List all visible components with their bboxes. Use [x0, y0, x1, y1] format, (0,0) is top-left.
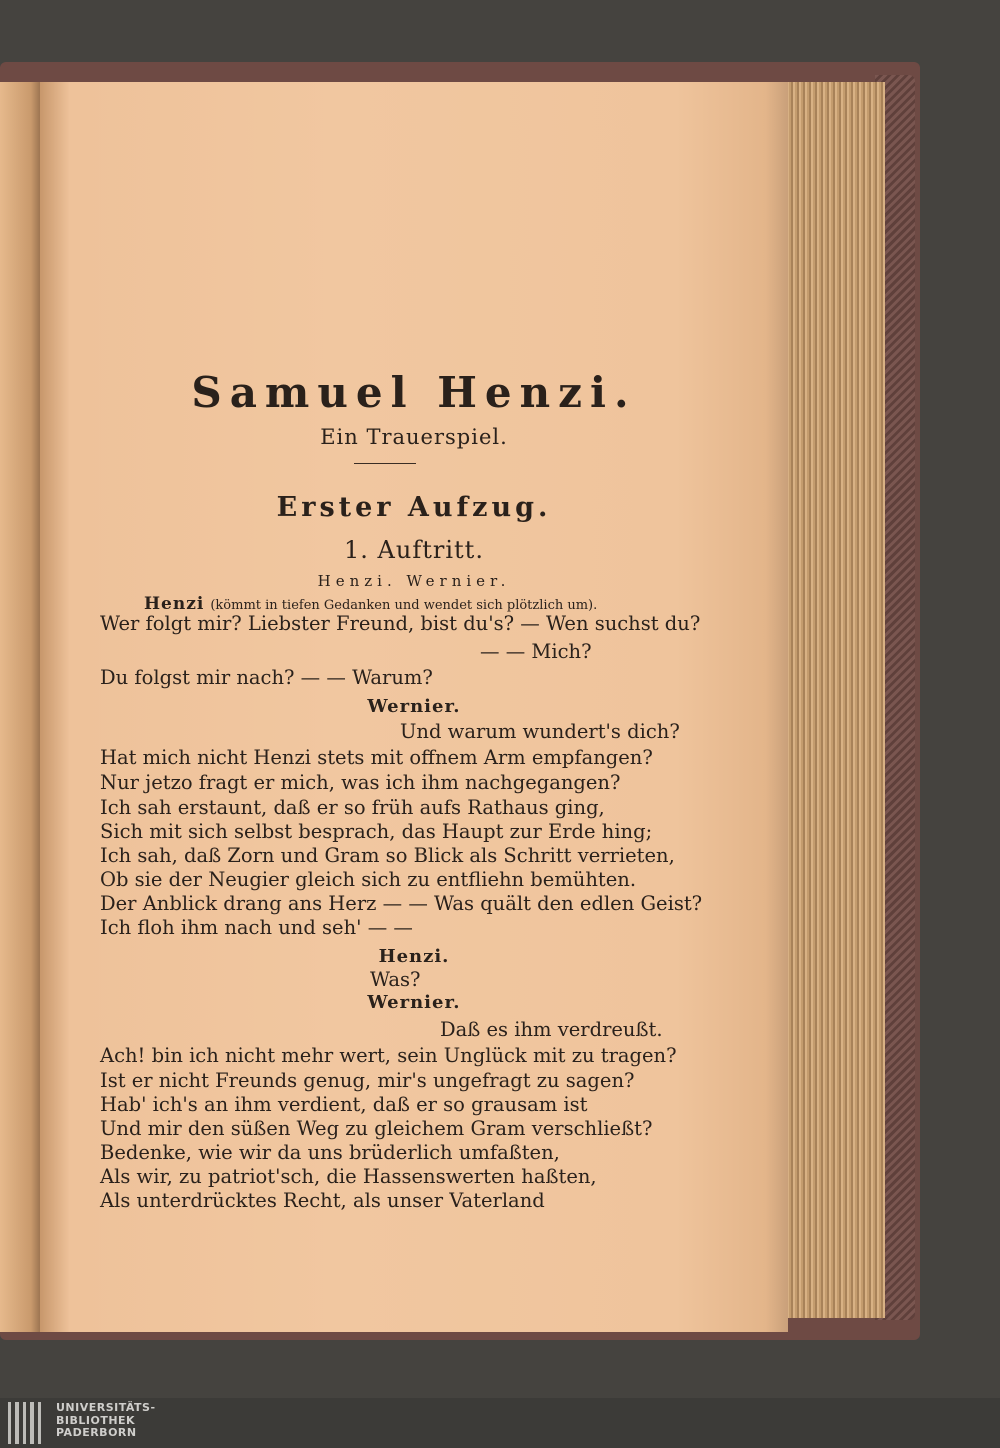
verse-line: Ich sah erstaunt, daß er so früh aufs Rathaus ging, [100, 796, 605, 819]
scene-heading: 1. Auftritt. [344, 536, 484, 564]
verse-line: Bedenke, wie wir da uns brüderlich umfaßten, [100, 1141, 560, 1164]
title-rule [354, 463, 416, 464]
stage-direction-text: (kömmt in tiefen Gedanken und wendet sich plötzlich um). [210, 598, 598, 613]
verse-line: — — Mich? [480, 640, 592, 663]
speaker-name: Wernier. [367, 696, 461, 717]
verse-line: Ich floh ihm nach und seh' — — [100, 916, 413, 939]
verse-line: Ach! bin ich nicht mehr wert, sein Unglück mit zu tragen? [100, 1044, 677, 1067]
verse-line: Was? [370, 968, 421, 991]
verse-line: Ich sah, daß Zorn und Gram so Blick als Schritt verrieten, [100, 844, 675, 867]
verse-line: Und mir den süßen Weg zu gleichem Gram verschließt? [100, 1117, 653, 1140]
verse-line: Du folgst mir nach? — — Warum? [100, 666, 433, 689]
verse-line: Wer folgt mir? Liebster Freund, bist du's? — Wen suchst du? [100, 612, 701, 635]
library-barcode-icon [6, 1402, 48, 1444]
book-page [40, 82, 788, 1332]
page-edges [783, 82, 885, 1318]
act-heading: Erster Aufzug. [276, 492, 552, 523]
verse-line: Nur jetzo fragt er mich, was ich ihm nachgegangen? [100, 771, 621, 794]
verse-line: Sich mit sich selbst besprach, das Haupt zur Erde hing; [100, 820, 653, 843]
verse-line: Ob sie der Neugier gleich sich zu entfliehn bemühten. [100, 868, 637, 891]
stage-direction [144, 594, 597, 614]
verse-line: Ist er nicht Freunds genug, mir's ungefragt zu sagen? [100, 1069, 635, 1092]
logo-line: UNIVERSITÄTS- [56, 1401, 156, 1414]
verse-line: Hat mich nicht Henzi stets mit offnem Arm empfangen? [100, 746, 653, 769]
library-footer [0, 1398, 1000, 1448]
verse-line: Der Anblick drang ans Herz — — Was quält den edlen Geist? [100, 892, 703, 915]
library-logo-text [56, 1402, 156, 1440]
left-page-edge [0, 82, 44, 1332]
speaker-name: Wernier. [367, 992, 461, 1013]
logo-line: PADERBORN [56, 1426, 137, 1439]
verse-line: Als wir, zu patriot'sch, die Hassenswerten haßten, [100, 1165, 597, 1188]
speaker-name: Henzi. [378, 946, 450, 967]
verse-line: Und warum wundert's dich? [400, 720, 680, 743]
verse-line: Als unterdrücktes Recht, als unser Vaterland [100, 1189, 545, 1212]
persons-list: Henzi. Wernier. [317, 572, 511, 590]
play-subtitle: Ein Trauerspiel. [320, 425, 508, 449]
verse-line: Hab' ich's an ihm verdient, daß er so grausam ist [100, 1093, 588, 1116]
verse-line: Daß es ihm verdreußt. [440, 1018, 663, 1041]
stage-direction-speaker: Henzi [144, 594, 205, 614]
play-title: Samuel Henzi. [191, 368, 637, 417]
logo-line: BIBLIOTHEK [56, 1413, 136, 1427]
